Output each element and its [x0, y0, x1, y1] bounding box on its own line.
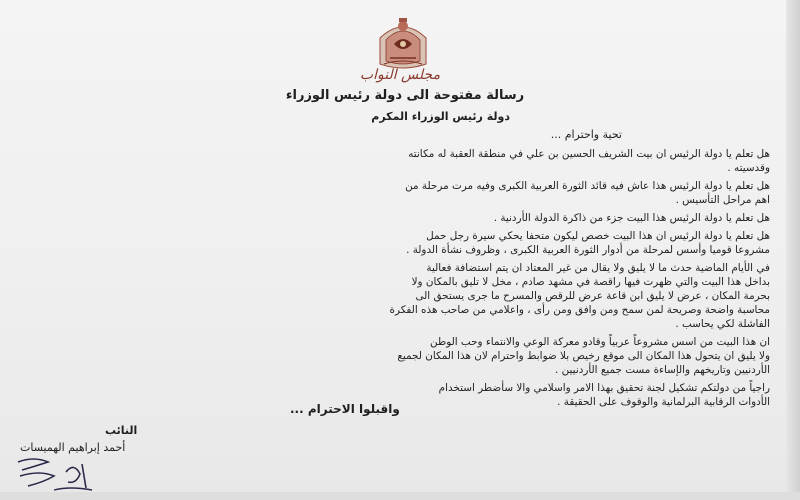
paragraph-line: هل تعلم يا دولة الرئيس هذا البيت جزء من ذاكرة الدولة الأردنية . [493, 212, 770, 224]
handwritten-signature [14, 452, 104, 497]
closing: واقبلوا الاحترام ... [290, 402, 400, 416]
page-edge [786, 0, 800, 500]
paragraph-line: محاسبة واضحة وصريحة لمن سمح ومن وافق ومن رأى ، واعلامي من صاحب هذه الفكرة [389, 304, 770, 316]
paragraph-line: الفاشلة لكي يحاسب . [675, 318, 770, 330]
paragraph-line: ولا يليق ان يتحول هذا المكان الى موقع رخيص بلا ضوابط واحترام لان هذا المكان لجميع [397, 350, 770, 362]
paragraph-line: وقدسيته . [727, 162, 770, 174]
letter-title: رسالة مفتوحة الى دولة رئيس الوزراء [285, 88, 525, 103]
paragraph-line: ان هذا البيت من اسس مشروعاً عربياً وقادو معركة الوعي والانتماء وحب الوطن [430, 336, 770, 348]
paragraph-line: راجياً من دولتكم تشكيل لجنة تحقيق بهذا الامر واسلامي والا سأضطر استخدام [438, 382, 770, 394]
paragraph-line: الأدوات الرقابية البرلمانية والوقوف على الحقيقة . [557, 396, 770, 408]
paragraph-line: في الأيام الماضية حدث ما لا يليق ولا يقال من غير المعتاد ان يتم استضافة فعالية [426, 262, 770, 274]
greeting: تحية واحترام ... [550, 128, 622, 141]
signatory-title: النائب [105, 424, 138, 437]
emblem-icon [372, 14, 434, 72]
paragraph-line: هل تعلم يا دولة الرئيس ان هذا البيت خصص ليكون متحفا يحكي سيرة رجل حمل [426, 230, 770, 242]
paragraph-line: مشروعا قوميا وأسس لمرحلة من أدوار الثورة العربية الكبرى ، وظروف نشأة الدولة . [406, 244, 770, 256]
paragraph-line: هل تعلم يا دولة الرئيس ان بيت الشريف الحسين بن علي في منطقة العقبة له مكانته [408, 148, 770, 160]
paragraph-line: بداخل هذا البيت والتي ظهرت فيها راقصة في مشهد صادم ، مخل لا تليق بالمكان ولا [411, 276, 770, 288]
page-bottom-edge [0, 492, 800, 500]
paragraph-line: هل تعلم يا دولة الرئيس هذا عاش فيه قائد الثورة العربية الكبرى وفيه مرت مرحلة من [405, 180, 770, 192]
addressee: دولة رئيس الوزراء المكرم [371, 110, 510, 123]
signatory-name: أحمد إبراهيم الهميسات [20, 441, 126, 454]
paragraph-line: بحرمة المكان ، عرض لا يليق ابن قاعة عرض للرقص والمسرح ما جرى يستحق الى [415, 290, 770, 302]
paragraph-line: الأردنيين وتاريخهم والإساءة مست جميع الأردنيين . [555, 364, 770, 376]
paragraph-line: اهم مراحل التأسيس . [675, 194, 770, 206]
office-name: مجلس النواب [359, 67, 441, 83]
